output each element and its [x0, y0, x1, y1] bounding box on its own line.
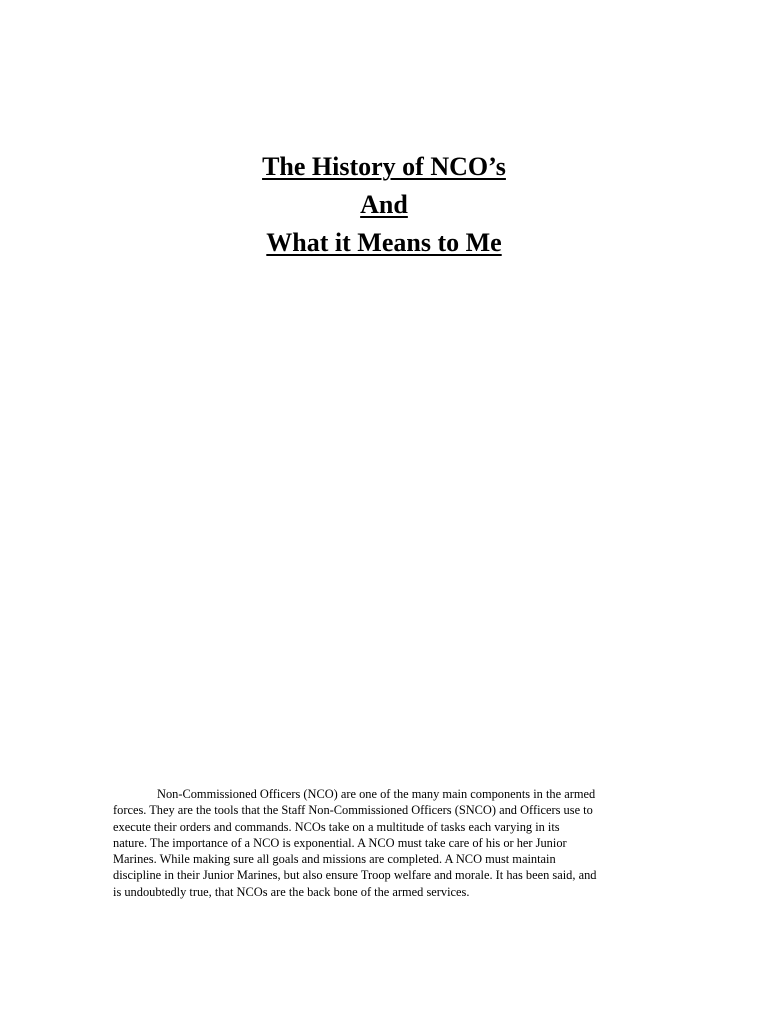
paragraph-line: nature. The importance of a NCO is exponential. A NCO must take care of his or her Junior	[113, 835, 567, 850]
title-line-2: And	[360, 190, 408, 219]
paragraph-line: execute their orders and commands. NCOs take on a multitude of tasks each varying in its	[113, 819, 560, 834]
paragraph-line: is undoubtedly true, that NCOs are the back bone of the armed services.	[113, 884, 470, 899]
body-paragraph	[113, 786, 658, 900]
paragraph-line: Non-Commissioned Officers (NCO) are one of the many main components in the armed	[157, 787, 596, 801]
title-line-3: What it Means to Me	[266, 228, 502, 257]
paragraph-line: Marines. While making sure all goals and missions are completed. A NCO must maintain	[113, 852, 556, 867]
title-line-1: The History of NCO’s	[262, 152, 506, 181]
document-title	[0, 148, 768, 262]
paragraph-line: discipline in their Junior Marines, but also ensure Troop welfare and morale. It has been said, and	[113, 868, 597, 883]
paragraph-line: forces. They are the tools that the Staff Non-Commissioned Officers (SNCO) and Officers use to	[113, 803, 593, 818]
